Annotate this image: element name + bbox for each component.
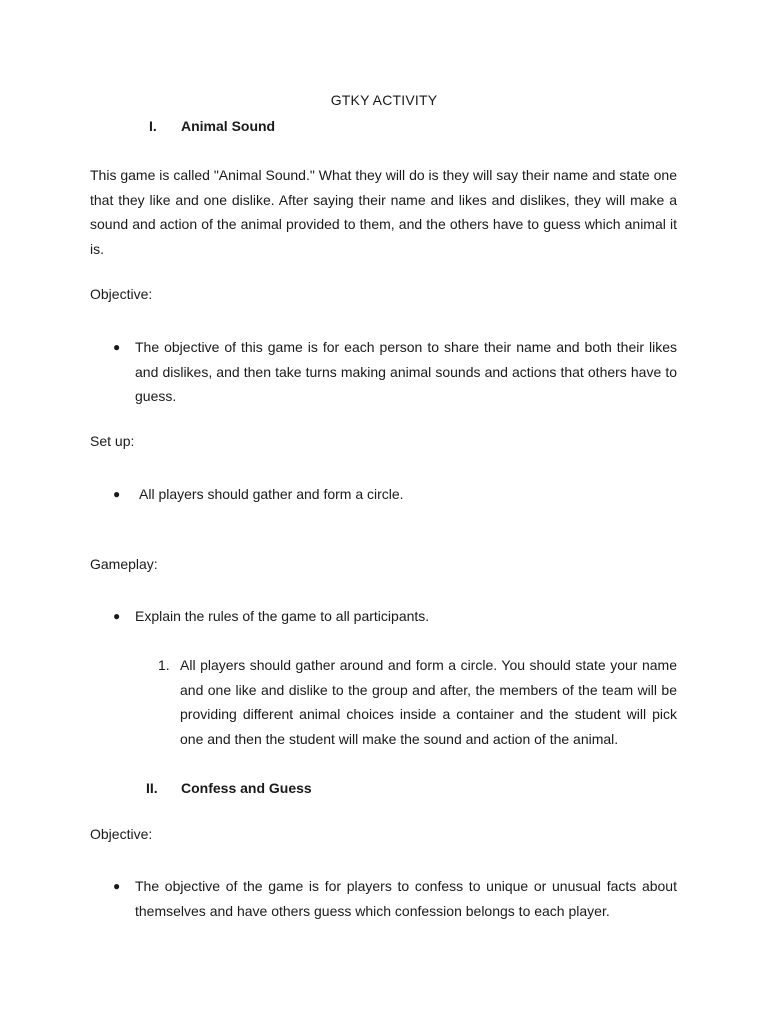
step-text: All players should gather around and form a circle. You should state your name and one like and dislike to the group and after, the members of the team will be providing different animal choices inside a container and the student will pick one and then the student will make the sound and action of the animal. [180,657,677,747]
document-title: GTKY ACTIVITY [330,92,438,108]
setup-text: All players should gather and form a circle. [139,486,404,502]
objective-text: The objective of this game is for each person to share their name and both their likes and dislikes, and then take turns making animal sounds and actions that others have to guess. [135,339,677,404]
objective-label: Objective: [90,286,153,302]
setup-label: Set up: [90,433,135,449]
bullet-icon: ● [113,879,121,893]
numbered-list-item [158,653,677,751]
step-number: 1. [158,657,170,673]
list-item [113,335,677,409]
gameplay-label: Gameplay: [90,556,158,572]
list-item [113,874,677,923]
section-numeral: II. [146,780,158,796]
section-title: Confess and Guess [181,780,312,796]
intro-paragraph: This game is called "Animal Sound." What they will do is they will say their name and state one that they like and one dislike. After saying their name and likes and dislikes, they will make a sound and action of the animal provided to them, and the others have to guess which animal it is. [90,167,677,257]
gameplay-text: Explain the rules of the game to all participants. [135,608,430,624]
list-item [113,604,677,629]
section-numeral: I. [149,118,157,134]
objective-text: The objective of the game is for players to confess to unique or unusual facts about themselves and have others guess which confession belongs to each player. [135,878,677,919]
bullet-icon: ● [113,487,121,501]
bullet-icon: ● [113,340,121,354]
objective-label: Objective: [90,826,153,842]
bullet-icon: ● [113,609,121,623]
list-item [113,482,677,507]
section-title: Animal Sound [181,118,276,134]
